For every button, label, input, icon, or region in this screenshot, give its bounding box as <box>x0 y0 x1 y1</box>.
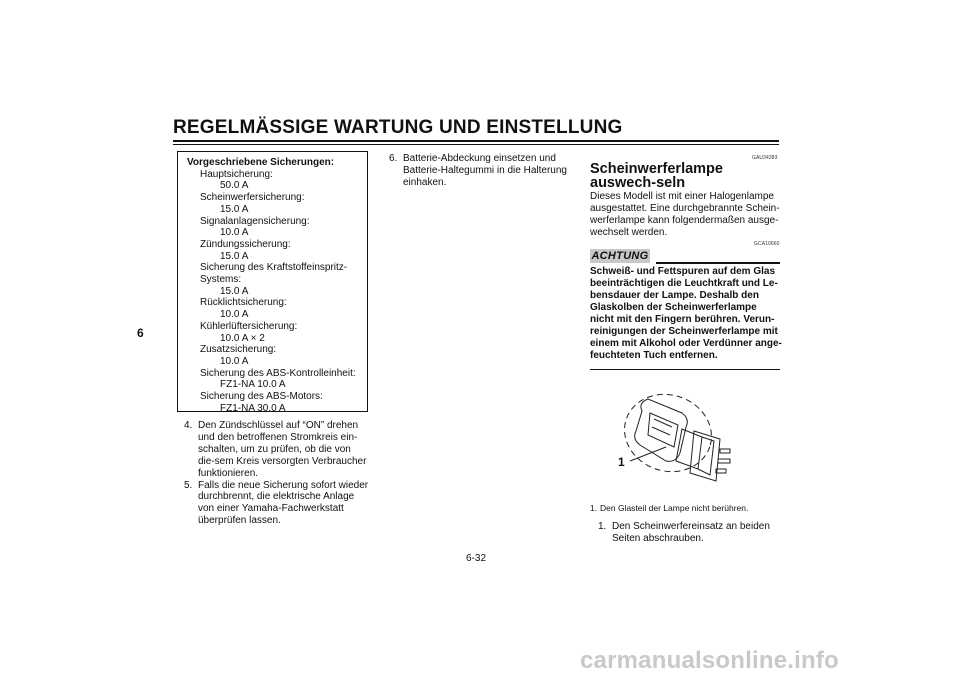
fuse-value: 15.0 A <box>220 203 249 215</box>
caution-badge: ACHTUNG <box>591 250 649 262</box>
figure-callout: 1 <box>618 455 625 469</box>
section-intro: Dieses Modell ist mit einer Halogenlampe ausgestattet. Eine durchgebrannte Schein-werferlampe kann folgendermaßen ausge-wechselt werden. <box>590 191 780 238</box>
step-text: Den Zündschlüssel auf “ON” drehen und den betroffenen Stromkreis ein-schalten, um zu prüfen, ob die von die-sem Kreis versorgten Verbraucher funktionieren. <box>198 420 367 479</box>
bulb-illustration <box>590 383 780 493</box>
fuse-label: Sicherung des Kraftstoffeinspritz- <box>200 262 348 274</box>
page-title: REGELMÄSSIGE WARTUNG UND EINSTELLUNG <box>173 117 623 138</box>
caution-rule <box>656 262 780 264</box>
instruction-list-col1 <box>184 420 370 527</box>
instruction-step <box>389 153 571 189</box>
title-rule <box>173 140 779 142</box>
fuse-label: Scheinwerfersicherung: <box>200 192 305 204</box>
instruction-list-col2 <box>389 153 571 189</box>
caption-number: 1. <box>590 503 598 513</box>
step-number: 1. <box>598 521 607 532</box>
fuse-label: Hauptsicherung: <box>200 168 273 180</box>
caption-text: Den Glasteil der Lampe nicht berühren. <box>600 503 749 513</box>
step-number: 4. <box>184 420 193 431</box>
caution-rule-bottom <box>590 369 780 370</box>
chapter-tab: 6 <box>137 326 144 340</box>
step-text: Batterie-Abdeckung einsetzen und Batterie-Haltegummi in die Halterung einhaken. <box>403 153 567 188</box>
caution-text: Schweiß- und Fettspuren auf dem Glas beeinträchtigen die Leuchtkraft und Le-bensdauer der Lampe. Deshalb den Glaskolben der Scheinwerferlampe nicht mit den Fingern berühren. Verun-reinigungen der Scheinwerferlampe mit einem mit Alkohol oder Verdünner ange-feuchteten Tuch entfernen. <box>590 266 782 361</box>
fuse-value: 50.0 A <box>220 180 249 192</box>
fuse-label: Signalanlagensicherung: <box>200 215 310 227</box>
fuse-label: Zusatzsicherung: <box>200 344 277 356</box>
step-text: Den Scheinwerfereinsatz an beiden Seiten abschrauben. <box>612 521 770 544</box>
fuse-label: Rücklichtsicherung: <box>200 297 287 309</box>
instruction-step <box>184 480 370 528</box>
watermark: carmanualsonline.info <box>580 647 839 674</box>
section-title: Scheinwerferlampe auswech-seln <box>590 161 723 191</box>
fuse-spec-box <box>177 151 368 412</box>
fuse-label: Sicherung des ABS-Kontrolleinheit: <box>200 367 356 379</box>
fuse-label: Zündungssicherung: <box>200 238 291 250</box>
step-number: 5. <box>184 479 193 491</box>
section-code: GAU34383 <box>752 155 778 161</box>
halogen-bulb-icon <box>590 383 780 493</box>
fuse-value: 15.0 A <box>220 250 249 262</box>
fuse-value: FZ1-NA 10.0 A <box>220 379 286 391</box>
fuse-value: 15.0 A <box>220 285 249 297</box>
fuse-value: FZ1-NA 30.0 A <box>220 402 286 414</box>
fuse-label-continued: Systems: <box>200 274 242 286</box>
figure-caption <box>590 503 748 513</box>
caution-code: GCA10660 <box>754 241 780 247</box>
instruction-step <box>184 420 370 480</box>
title-rule-thin <box>173 144 779 145</box>
fuse-label: Kühlerlüftersicherung: <box>200 320 298 332</box>
fuse-value: 10.0 A <box>220 227 249 239</box>
fuse-spec-heading: Vorgeschriebene Sicherungen: <box>187 157 335 168</box>
fuse-value: 10.0 A <box>220 309 249 321</box>
fuse-value: 10.0 A <box>220 355 249 367</box>
instruction-step <box>598 521 776 545</box>
fuse-value: 10.0 A × 2 <box>220 332 265 344</box>
page-number: 6-32 <box>466 553 487 564</box>
fuse-label: Sicherung des ABS-Motors: <box>200 391 323 403</box>
step-text: Falls die neue Sicherung sofort wieder durchbrennt, die elektrische Anlage von einer Yamaha-Fachwerkstatt überprüfen lassen. <box>198 479 369 527</box>
step-number: 6. <box>389 153 398 164</box>
